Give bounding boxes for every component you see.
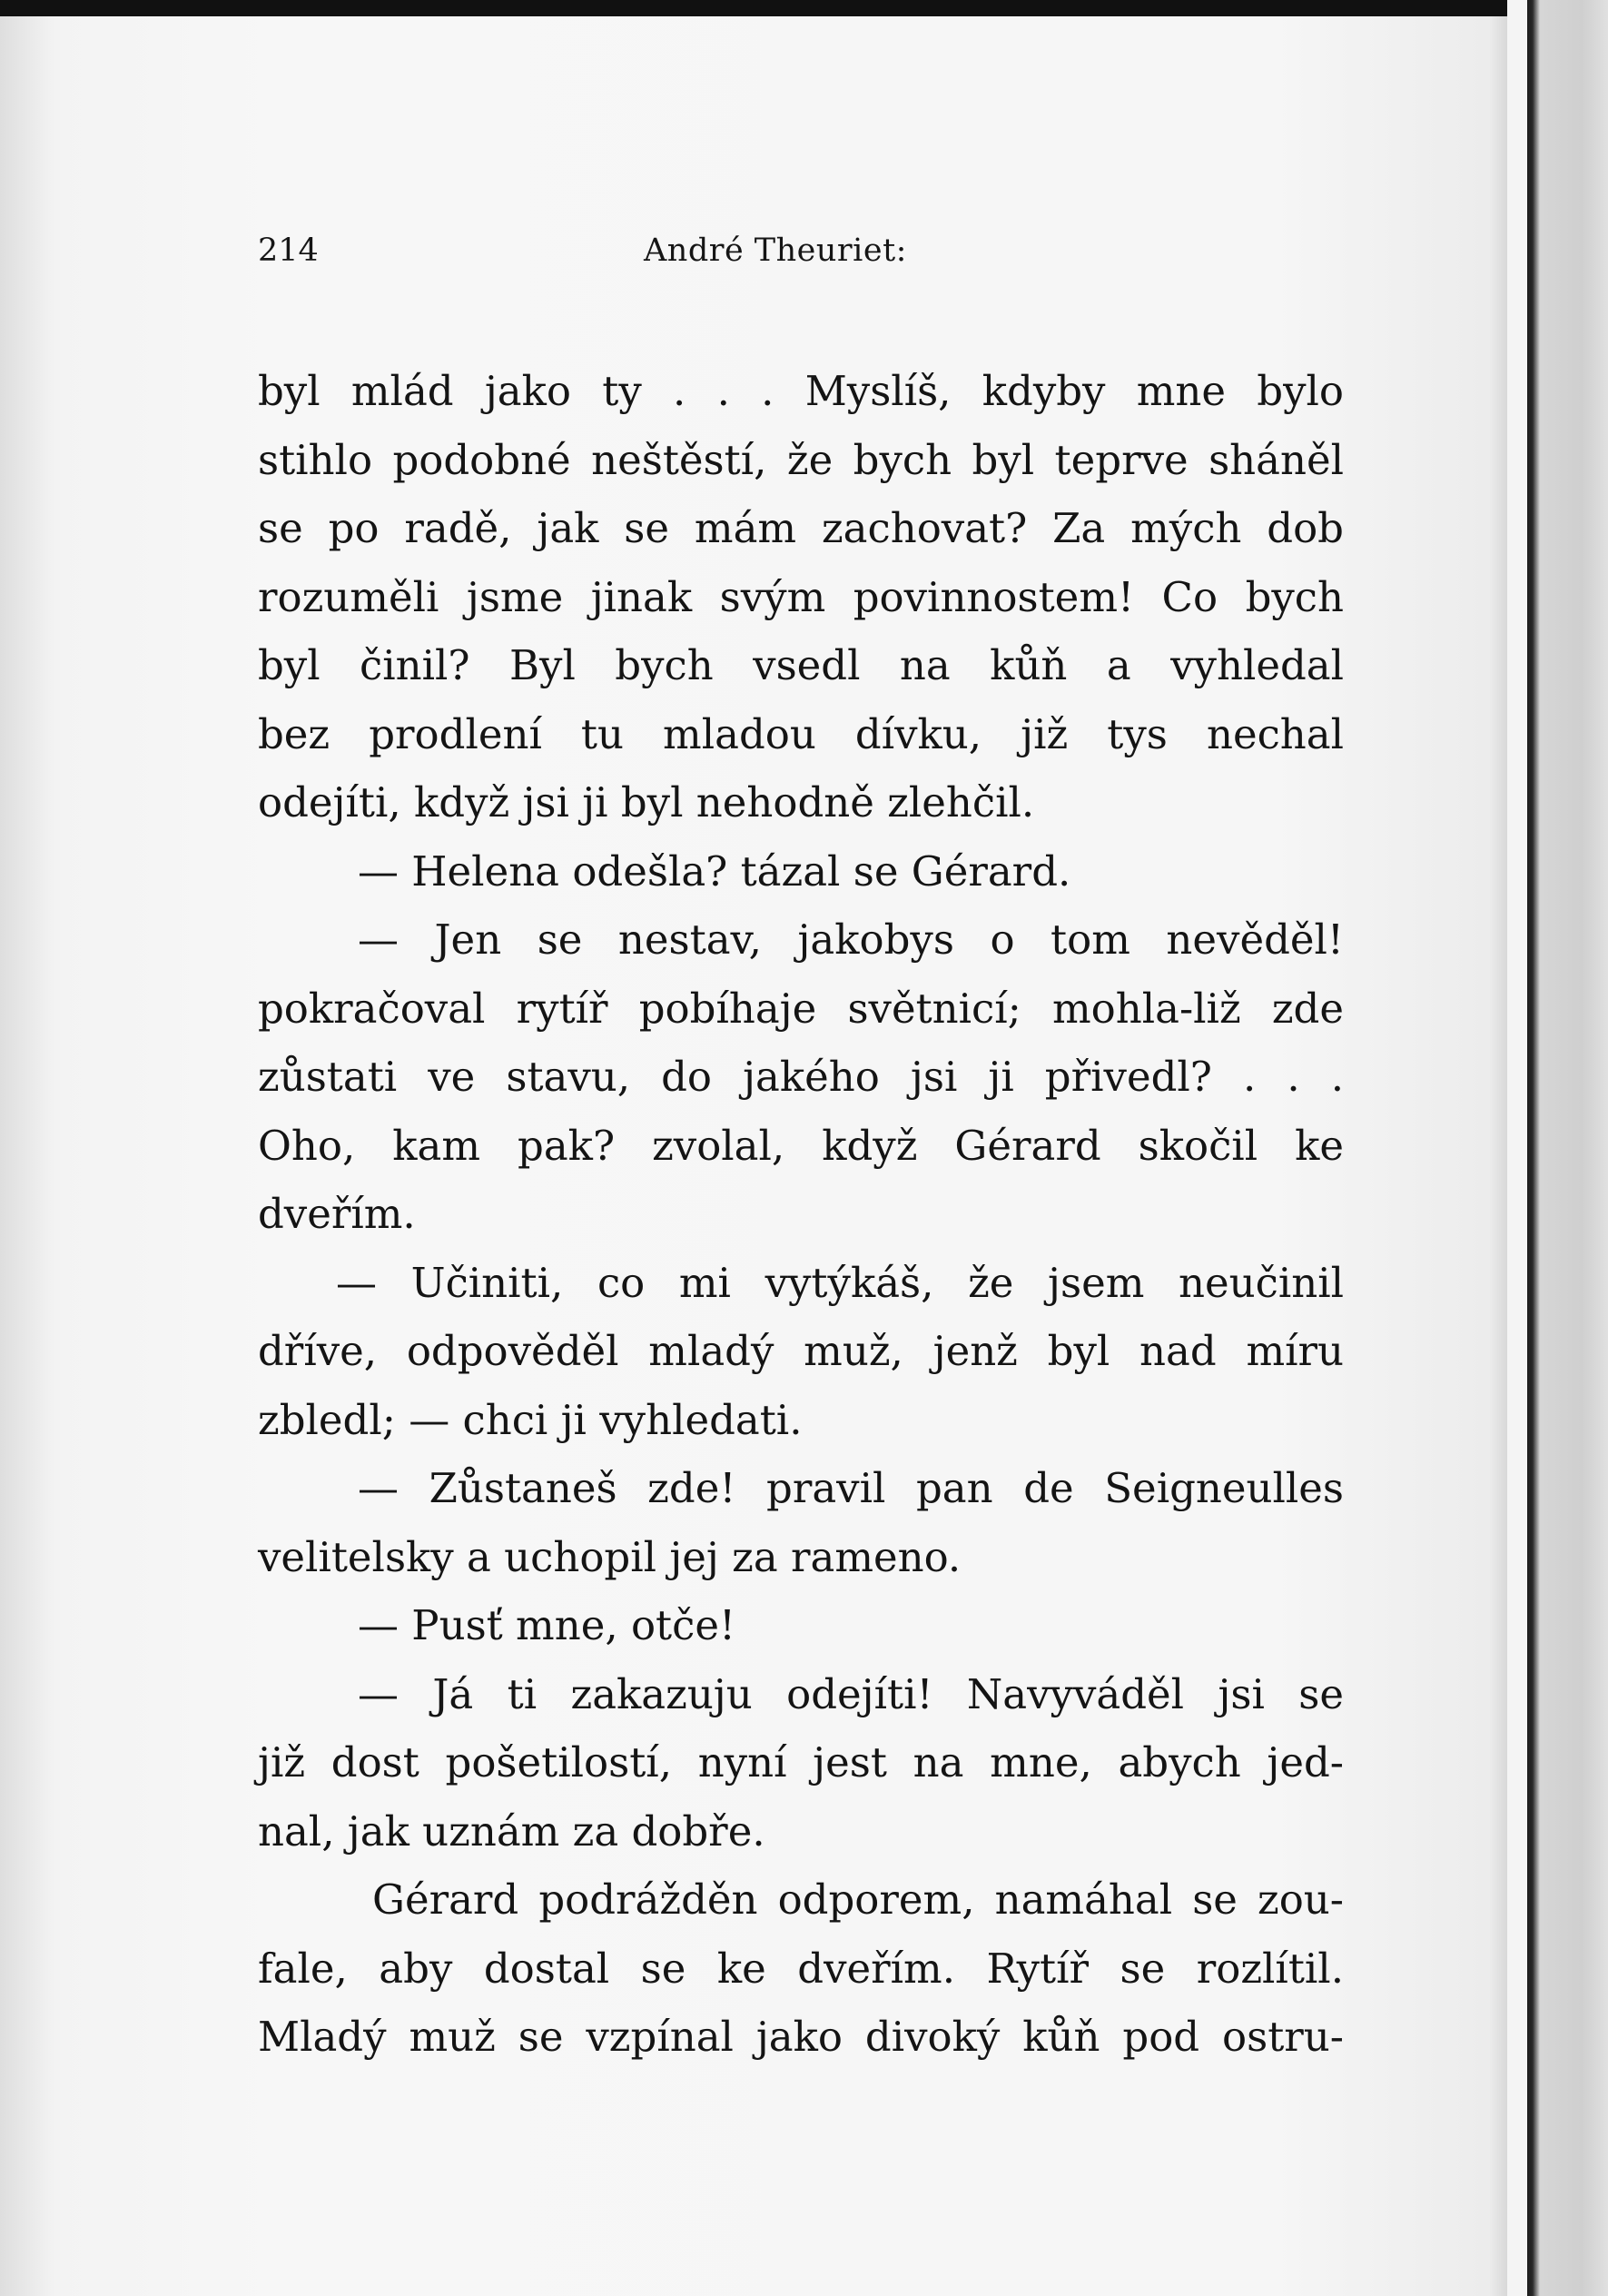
book-edge [1527, 0, 1608, 2296]
text-line: — Pusť mne, otče! [358, 1601, 736, 1649]
text-line: fale, aby dostal se ke dveřím. Rytíř se rozlítil. [258, 1944, 1344, 1993]
text-line: — Já ti zakazuju odejíti! Navyváděl jsi se [358, 1669, 1344, 1718]
text-line: Mladý muž se vzpínal jako divoký kůň pod ostru- [258, 2013, 1344, 2061]
book-page [0, 16, 1507, 2296]
text-line: rozuměli jsme jinak svým povinnostem! Co bych [258, 572, 1344, 621]
text-line: — Jen se nestav, jakobys o tom nevěděl! [358, 915, 1344, 964]
text-line: pokračoval rytíř pobíhaje světnicí; mohla-liž zde [258, 984, 1344, 1033]
text-line: odejíti, když jsi ji byl nehodně zlehčil. [258, 778, 1035, 826]
text-line: dveřím. [258, 1190, 416, 1238]
page-number: 214 [258, 233, 319, 269]
text-line: velitelsky a uchopil jej za rameno. [258, 1532, 962, 1581]
text-line: byl mlád jako ty . . . Myslíš, kdyby mne bylo [258, 367, 1344, 415]
page-gutter [1507, 0, 1527, 2296]
text-line: byl činil? Byl bych vsedl na kůň a vyhledal [258, 641, 1344, 689]
text-line: — Helena odešla? tázal se Gérard. [358, 846, 1071, 896]
running-title: André Theuriet: [644, 233, 907, 269]
text-line: Gérard podrážděn odporem, namáhal se zou- [372, 1875, 1344, 1924]
text-line: stihlo podobné neštěstí, že bych byl teprve sháněl [258, 435, 1344, 484]
text-line: bez prodlení tu mladou dívku, již tys nechal [258, 709, 1344, 758]
text-line: se po radě, jak se mám zachovat? Za mých dob [258, 504, 1344, 552]
text-line: Oho, kam pak? zvolal, když Gérard skočil ke [258, 1121, 1344, 1170]
text-line: — Zůstaneš zde! pravil pan de Seigneulles [358, 1464, 1344, 1512]
page-header [258, 233, 935, 287]
body-text [258, 357, 1344, 2072]
text-line: dříve, odpověděl mladý muž, jenž byl nad míru [258, 1327, 1344, 1375]
text-line: nal, jak uznám za dobře. [258, 1806, 765, 1856]
text-line: zbledl; — chci ji vyhledati. [258, 1395, 803, 1444]
text-line: zůstati ve stavu, do jakého jsi ji přivedl? . . . [258, 1053, 1344, 1101]
text-line: již dost pošetilostí, nyní jest na mne, abych jed- [258, 1738, 1344, 1786]
text-line: — Učiniti, co mi vytýkáš, že jsem neučinil [336, 1258, 1344, 1307]
